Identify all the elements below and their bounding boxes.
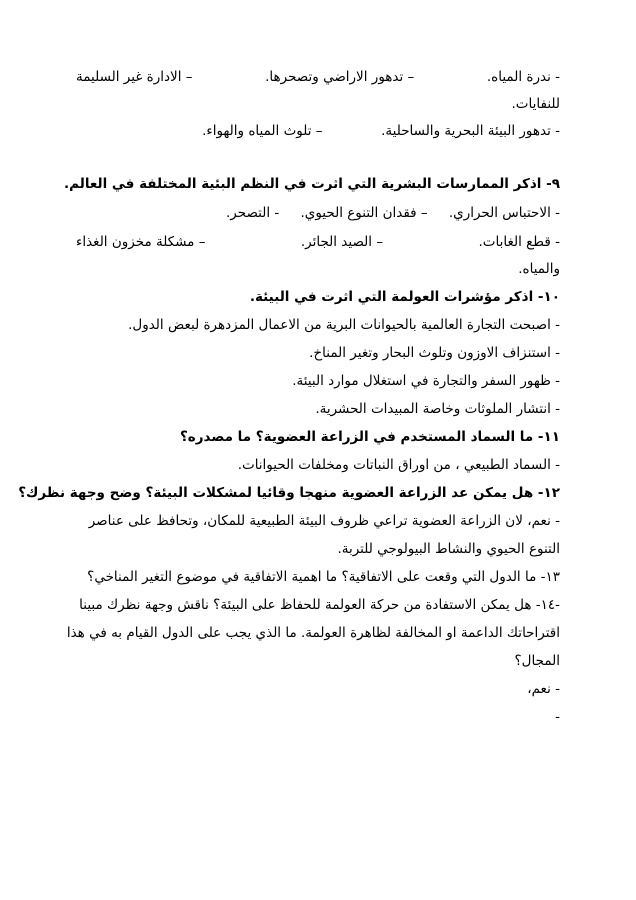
list-item: - ظهور السفر والتجارة في استغلال موارد البيئة.: [292, 373, 560, 389]
question-10-title: ١٠- اذكر مؤشرات العولمة التي اثرت في البيئة.: [249, 289, 560, 305]
problems-line-3: [76, 122, 560, 140]
q11-answer: - السماد الطبيعي ، من اوراق النباتات ومخلفات الحيوانات.: [237, 457, 560, 473]
question-14-line-3: المجال؟: [514, 653, 560, 669]
list-item: - قطع الغابات.: [478, 234, 560, 250]
q12-answer-line-1: - نعم، لان الزراعة العضوية تراعي ظروف البيئة الطبيعية للمكان، وتحافظ على عناصر: [88, 513, 560, 529]
list-item: - الاحتباس الحراري.: [448, 205, 560, 221]
q9-answer-line-3: والمياه.: [518, 261, 560, 277]
q9-answer-line-1: [76, 204, 560, 222]
question-12-title: ١٢- هل يمكن عد الزراعة العضوية منهجا وقائيا لمشكلات البيئة؟ وضح وجهة نظرك؟: [18, 485, 560, 501]
question-13-title: ١٣- ما الدول التي وقعت على الاتفاقية؟ ما اهمية الاتفاقية في موضوع التغير المناخي؟: [87, 569, 560, 585]
list-item: – تدهور الاراضي وتصحرها.: [265, 69, 415, 85]
list-item: – تلوث المياه والهواء.: [202, 123, 323, 139]
q14-answer: - نعم،: [527, 681, 560, 697]
problems-line-1: [76, 68, 560, 86]
problems-line-2: للنفايات.: [511, 96, 560, 112]
q14-answer-dash: -: [555, 709, 560, 725]
list-item: - ندرة المياه.: [486, 69, 560, 85]
list-item: – مشكلة مخزون الغذاء: [76, 234, 206, 250]
list-item: - اصبحت التجارة العالمية بالحيوانات البرية من الاعمال المزدهرة لبعض الدول.: [128, 317, 560, 333]
list-item: - استنزاف الاوزون وتلوث البحار وتغير المناخ.: [309, 345, 560, 361]
list-item: - التصحر.: [226, 205, 280, 221]
list-item: – الصيد الجائر.: [300, 234, 384, 250]
list-item: – الادارة غير السليمة: [76, 69, 193, 85]
q9-answer-line-2: [76, 233, 560, 251]
list-item: - انتشار الملوثات وخاصة المبيدات الحشرية.: [315, 401, 560, 417]
question-14-line-1: -١٤- هل يمكن الاستفادة من حركة العولمة للحفاظ على البيئة؟ ناقش وجهة نظرك مبينا: [79, 597, 560, 613]
question-14-line-2: اقتراحاتك الداعمة او المخالفة لظاهرة العولمة. ما الذي يجب على الدول القيام به في هذا: [66, 625, 560, 641]
q12-answer-line-2: التنوع الحيوي والنشاط البيولوجي للتربة.: [337, 541, 560, 557]
list-item: – فقدان التنوع الحيوي.: [300, 205, 428, 221]
question-11-title: ١١- ما السماد المستخدم في الزراعة العضوية؟ ما مصدره؟: [179, 429, 560, 445]
question-9-title: ٩- اذكر الممارسات البشرية التي اثرت في النظم البئية المختلفة في العالم.: [64, 176, 560, 192]
list-item: - تدهور البيئة البحرية والساحلية.: [381, 123, 560, 139]
